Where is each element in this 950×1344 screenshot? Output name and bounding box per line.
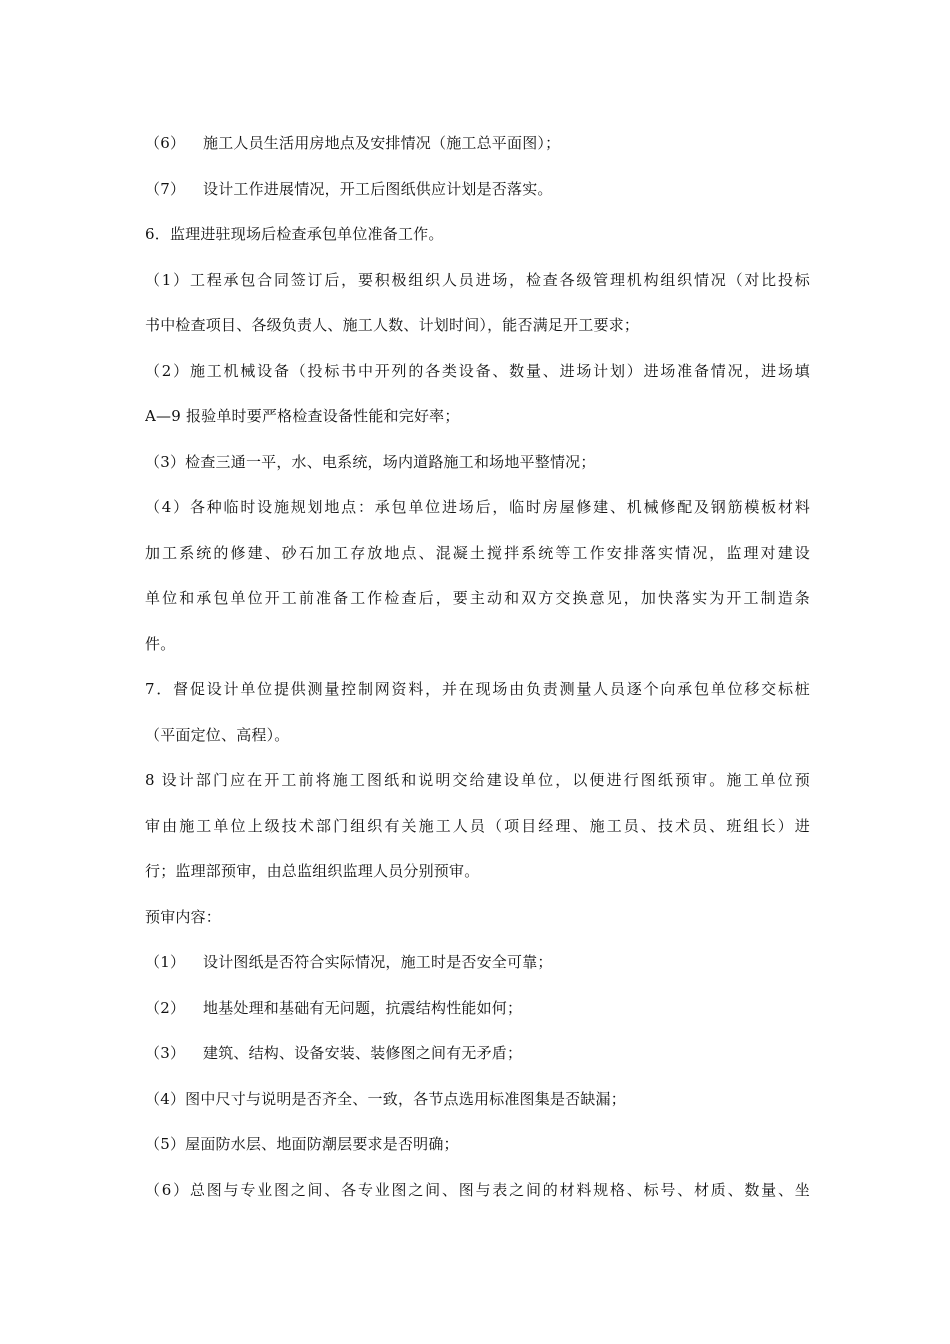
item-number: （2） xyxy=(145,998,186,1017)
list-item xyxy=(145,1031,810,1077)
paragraph-line: （4）各种临时设施规划地点：承包单位进场后，临时房屋修建、机械修配及钢筋模板材料 xyxy=(145,498,810,516)
list-item xyxy=(145,986,810,1032)
item-text: 建筑、结构、设备安装、装修图之间有无矛盾； xyxy=(203,1044,523,1062)
paragraph-line: （1）工程承包合同签订后，要积极组织人员进场，检查各级管理机构组织情况（对比投标 xyxy=(145,270,810,289)
list-item: （6）总图与专业图之间、各专业图之间、图与表之间的材料规格、标号、材质、数量、坐 xyxy=(145,1180,810,1199)
item-text: 施工人员生活用房地点及安排情况（施工总平面图）； xyxy=(203,134,561,152)
item-text: 设计工作进展情况，开工后图纸供应计划是否落实。 xyxy=(203,179,553,198)
paragraph-line: 单位和承包单位开工前准备工作检查后，要主动和双方交换意见，加快落实为开工制造条 xyxy=(145,589,810,607)
list-item: （5）屋面防水层、地面防潮层要求是否明确； xyxy=(145,1135,459,1153)
item-number: （3） xyxy=(145,1044,186,1062)
section-heading: 6．监理进驻现场后检查承包单位准备工作。 xyxy=(145,225,444,243)
paragraph-line: 书中检查项目、各级负责人、施工人数、计划时间），能否满足开工要求； xyxy=(145,316,640,334)
item-text: 地基处理和基础有无问题，抗震结构性能如何； xyxy=(203,998,523,1017)
list-item: （4）图中尺寸与说明是否齐全、一致，各节点选用标准图集是否缺漏； xyxy=(145,1089,626,1108)
document-body xyxy=(145,121,810,1213)
item-text: 设计图纸是否符合实际情况，施工时是否安全可靠； xyxy=(203,953,553,971)
list-item xyxy=(145,940,810,986)
paragraph-line: A—9 报验单时要严格检查设备性能和完好率； xyxy=(145,407,460,425)
paragraph-line: 行；监理部预审，由总监组织监理人员分别预审。 xyxy=(145,862,480,880)
subheading: 预审内容： xyxy=(145,907,222,926)
item-number: （1） xyxy=(145,953,186,971)
paragraph-line: 审由施工单位上级技术部门组织有关施工人员（项目经理、施工员、技术员、班组长）进 xyxy=(145,816,810,835)
paragraph-line: （平面定位、高程）。 xyxy=(145,725,290,744)
list-item xyxy=(145,121,810,167)
paragraph-line: （2）施工机械设备（投标书中开列的各类设备、数量、进场计划）进场准备情况，进场填 xyxy=(145,361,810,380)
section-heading: 8 设计部门应在开工前将施工图纸和说明交给建设单位，以便进行图纸预审。施工单位预 xyxy=(145,771,810,789)
paragraph-line: （3）检查三通一平，水、电系统，场内道路施工和场地平整情况； xyxy=(145,452,596,471)
paragraph-line: 加工系统的修建、砂石加工存放地点、混凝土搅拌系统等工作安排落实情况，监理对建设 xyxy=(145,543,810,562)
list-item xyxy=(145,167,810,213)
paragraph-line: 件。 xyxy=(145,634,176,653)
item-number: （6） xyxy=(145,134,186,152)
item-number: （7） xyxy=(145,179,186,198)
section-heading: 7．督促设计单位提供测量控制网资料，并在现场由负责测量人员逐个向承包单位移交标桩 xyxy=(145,680,810,698)
